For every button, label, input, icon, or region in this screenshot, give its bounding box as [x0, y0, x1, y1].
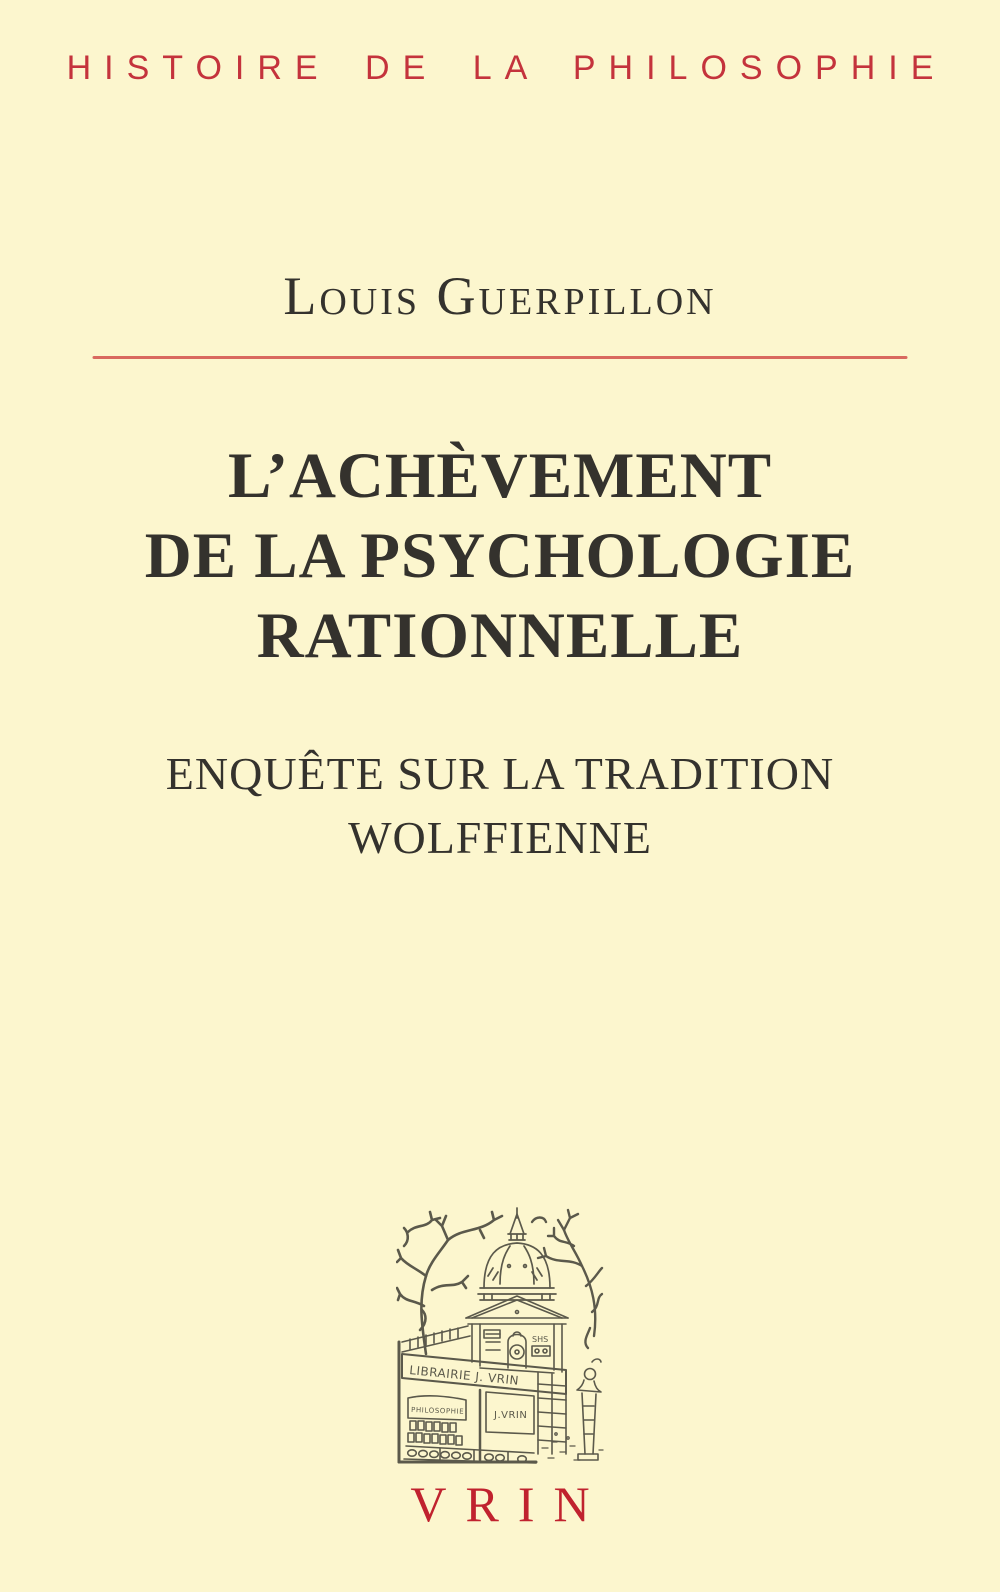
bust-statue-icon	[577, 1359, 601, 1460]
collection-title: HISTOIRE DE LA PHILOSOPHIE	[66, 49, 947, 87]
book-subtitle-line-2: WOLFFIENNE	[348, 812, 652, 863]
author-name: Louis Guerpillon	[283, 266, 717, 326]
logo-facade-shs-text: SHS	[532, 1335, 549, 1344]
vrin-storefront-logo-icon	[396, 1202, 604, 1464]
book-title	[0, 436, 1000, 676]
logo-window-jvrin-text: J.VRIN	[494, 1410, 528, 1421]
book-subtitle-line-1: ENQUÊTE SUR LA TRADITION	[165, 748, 835, 799]
logo-sign-text: LIBRAIRIE J. VRIN	[408, 1363, 520, 1388]
publisher-wordmark: VRIN	[410, 1476, 609, 1532]
logo-panel-philosophie-text: PHILOSOPHIE	[410, 1406, 465, 1416]
book-title-line-2: DE LA PSYCHOLOGIE	[144, 520, 856, 592]
book-subtitle	[0, 742, 1000, 870]
tree-right-icon	[532, 1210, 602, 1348]
book-title-line-1: L’ACHÈVEMENT	[227, 440, 773, 512]
divider-rule	[93, 356, 908, 359]
book-title-line-3: RATIONNELLE	[256, 600, 744, 672]
